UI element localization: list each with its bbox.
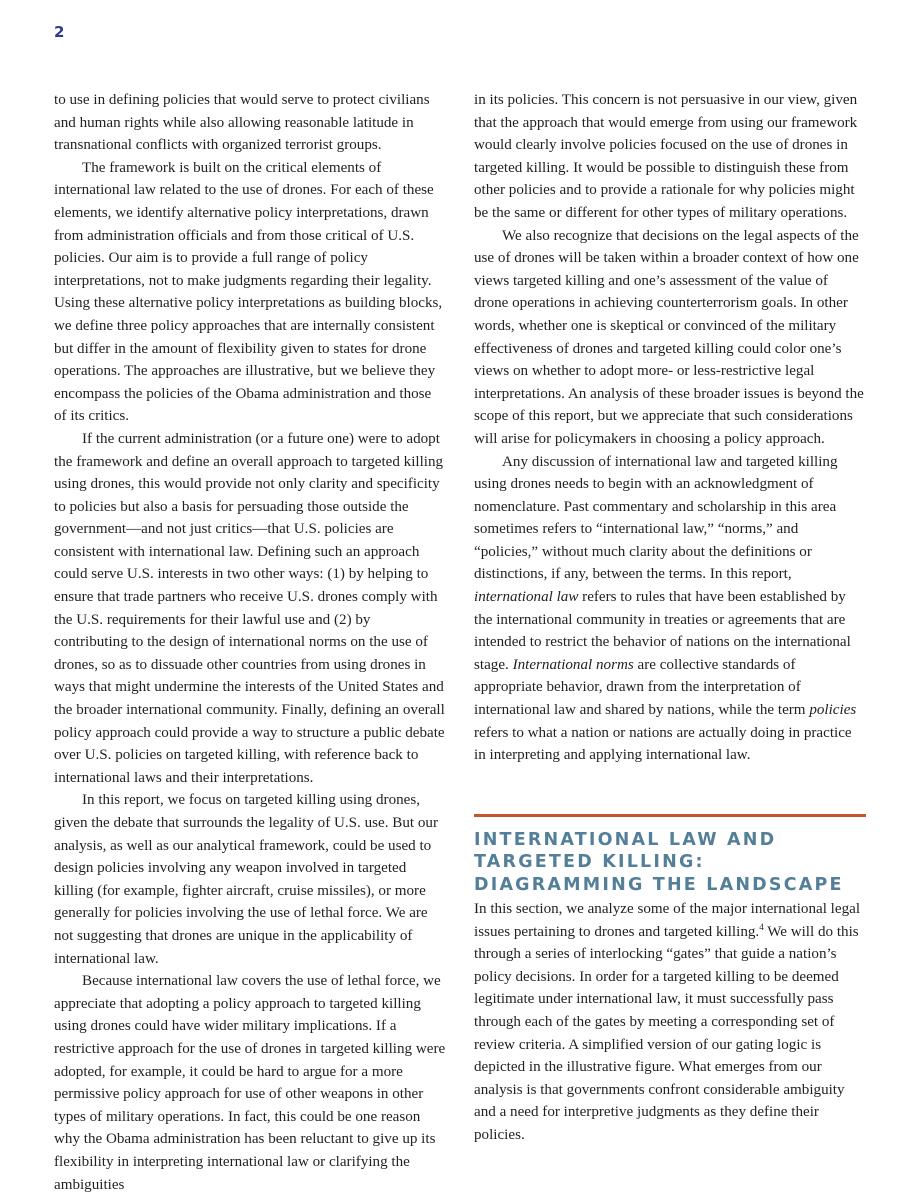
- text-run: Any discussion of international law and targeted killing using drones needs to begin with an acknowledgment of nomenclature. Past commentary and scholarship in this area sometimes refers to “international law,” “norms,” and “policies,” without much clarity about the definitions or distinctions, if any, between the terms. In this report,: [474, 453, 838, 583]
- body-paragraph: to use in defining policies that would serve to protect civilians and human rights while also allowing reasonable latitude in transnational conflicts with organized terrorist groups.: [54, 92, 430, 154]
- term-policies: policies: [809, 702, 857, 719]
- body-paragraph: In this report, we focus on targeted killing using drones, given the debate that surrounds the legality of U.S. use. But our analysis, as well as our analytical framework, could be used to design policies involving any weapon involved in targeted killing (for example, fighter aircraft, cruise missiles), or more generally for policies involving the use of lethal force. We are not suggesting that drones are unique in the applicability of international law.: [54, 792, 438, 967]
- term-international-norms: International norms: [512, 656, 634, 673]
- text-run: In this section, we analyze some of the major international legal issues pertaining to drones and targeted killing.: [474, 901, 861, 940]
- body-paragraph: Because international law covers the use of lethal force, we appreciate that adopting a policy approach to targeted killing using drones could have wider military implications. If a restrictive approach for the use of drones in targeted killing were adopted, for example, it could be hard to argue for a more permissive policy approach for use of other weapons in other types of military operations. In fact, this could be one reason why the Obama administration has been reluctant to give up its flexibility in interpreting international law or clarifying the ambiguities: [54, 973, 446, 1193]
- section-heading: INTERNATIONAL LAW AND TARGETED KILLING: DIAGRAMMING THE LANDSCAPE: [474, 829, 844, 895]
- text-run: are collective standards of appropriate behavior, drawn from the interpretation of international law and shared by nations, while the term: [474, 656, 810, 719]
- nomenclature-paragraph: [474, 451, 866, 767]
- right-column: [474, 89, 866, 1147]
- term-international-law: international law: [474, 589, 579, 606]
- page-number: 2: [54, 23, 65, 41]
- footnote-marker: 4: [759, 921, 764, 932]
- text-run: We will do this through a series of interlocking “gates” that guide a nation’s policy decisions. In order for a targeted killing to be deemed legitimate under international law, it must successfully pass through each of the gates by meeting a corresponding set of review criteria. A simplified version of our gating logic is depicted in the illustrative figure. What emerges from our analysis is that governments confront considerable ambiguity and a need for interpretive judgments as they define their policies.: [474, 923, 859, 1143]
- body-paragraph: The framework is built on the critical elements of international law related to the use of drones. For each of these elements, we identify alternative policy interpretations, drawn from administration officials and from those critical of U.S. policies. Our aim is to provide a full range of policy interpretations, not to make judgments regarding their legality. Using these alternative policy interpretations as building blocks, we define three policy approaches that are internally consistent but differ in the amount of flexibility given to states for drone operations. The approaches are illustrative, but we believe they encompass the policies of the Obama administration and those of its critics.: [54, 159, 443, 425]
- left-column: [54, 89, 446, 1196]
- body-paragraph: in its policies. This concern is not persuasive in our view, given that the approach that would emerge from using our framework would clearly involve policies focused on the use of drones in targeted killing. It would be possible to distinguish these from other policies and to provide a rationale for why policies might be the same or different for other types of military operations.: [474, 92, 858, 221]
- text-run: refers to what a nation or nations are actually doing in practice in interpreting and applying international law.: [474, 724, 852, 764]
- text-run: refers to rules that have been established by the international community in treaties or agreements that are intended to restrict the behavior of nations on the international stage.: [474, 589, 851, 673]
- section-paragraph: [474, 898, 866, 1147]
- body-paragraph: We also recognize that decisions on the legal aspects of the use of drones will be taken within a broader context of how one views targeted killing and one’s assessment of the value of drone operations in achieving counterterrorism goals. In other words, whether one is skeptical or convinced of the military effectiveness of drones and targeted killing could color one’s views on whether to adopt more- or less-restrictive legal interpretations. An analysis of these broader issues is beyond the scope of this report, but we appreciate that such considerations will arise for policymakers in choosing a policy approach.: [474, 227, 864, 447]
- section-rule: [474, 814, 866, 817]
- body-paragraph: If the current administration (or a future one) were to adopt the framework and define an overall approach to targeted killing using drones, this would provide not only clarity and specificity to policies but also a basis for persuading those outside the government—and not just critics—that U.S. policies are consistent with international law. Defining such an approach could serve U.S. interests in two other ways: (1) by helping to ensure that trade partners who receive U.S. drones comply with the U.S. requirements for their lawful use and (2) by contributing to the design of international norms on the use of drones, so as to dissuade other countries from using drones in ways that might undermine the interests of the United States and the broader international community. Finally, defining an overall policy approach could provide a way to structure a public debate over U.S. policies on targeted killing, with reference back to international laws and their interpretations.: [54, 430, 445, 786]
